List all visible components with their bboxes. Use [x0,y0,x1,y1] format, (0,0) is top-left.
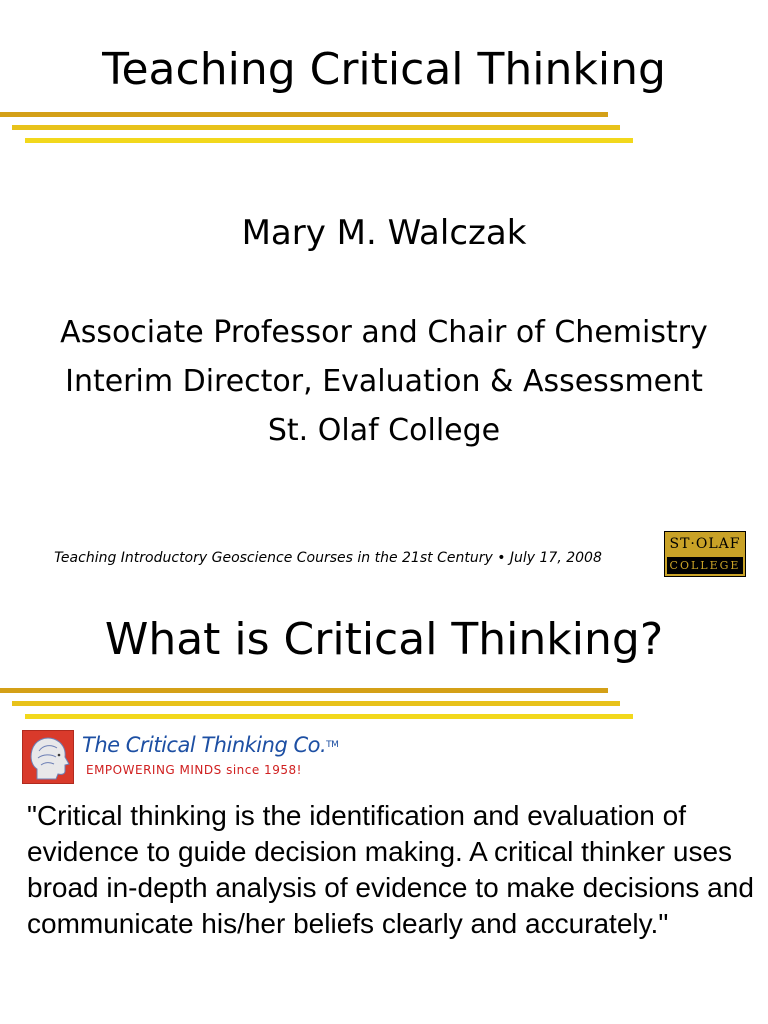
title-rule-3 [25,138,633,143]
logo-bottom-text: COLLEGE [667,557,743,574]
title-rule-2 [12,125,620,130]
trademark-mark: TM [326,740,339,750]
logo-top-text: ST·OLAF [669,536,741,552]
author-affiliation [0,308,768,455]
title-rule-1 [0,688,608,693]
head-profile-icon [22,730,74,784]
affiliation-line: St. Olaf College [267,413,501,448]
company-tagline: EMPOWERING MINDS since 1958! [86,763,302,777]
title-rule-2 [12,701,620,706]
title-rule-1 [0,112,608,117]
slide-definition-heading: What is Critical Thinking? [104,614,664,665]
st-olaf-college-logo [664,531,746,577]
definition-quote: "Critical thinking is the identification and evaluation of evidence to guide decision making. A critical thinker uses broad in-depth analysis of evidence to make decisions and communicate his/her beliefs clearly and accurately." [27,800,754,939]
critical-thinking-co-logo [22,730,342,786]
affiliation-line: Interim Director, Evaluation & Assessment [65,364,703,399]
company-name [82,732,338,758]
affiliation-line: Associate Professor and Chair of Chemistry [60,315,708,350]
slide-footer: Teaching Introductory Geoscience Courses in the 21st Century • July 17, 2008 [54,550,602,566]
company-name-text: The Critical Thinking Co. [82,733,327,757]
title-rule-3 [25,714,633,719]
author-name: Mary M. Walczak [241,213,527,253]
slide-title-heading: Teaching Critical Thinking [102,44,666,95]
slide-definition [0,590,768,1024]
